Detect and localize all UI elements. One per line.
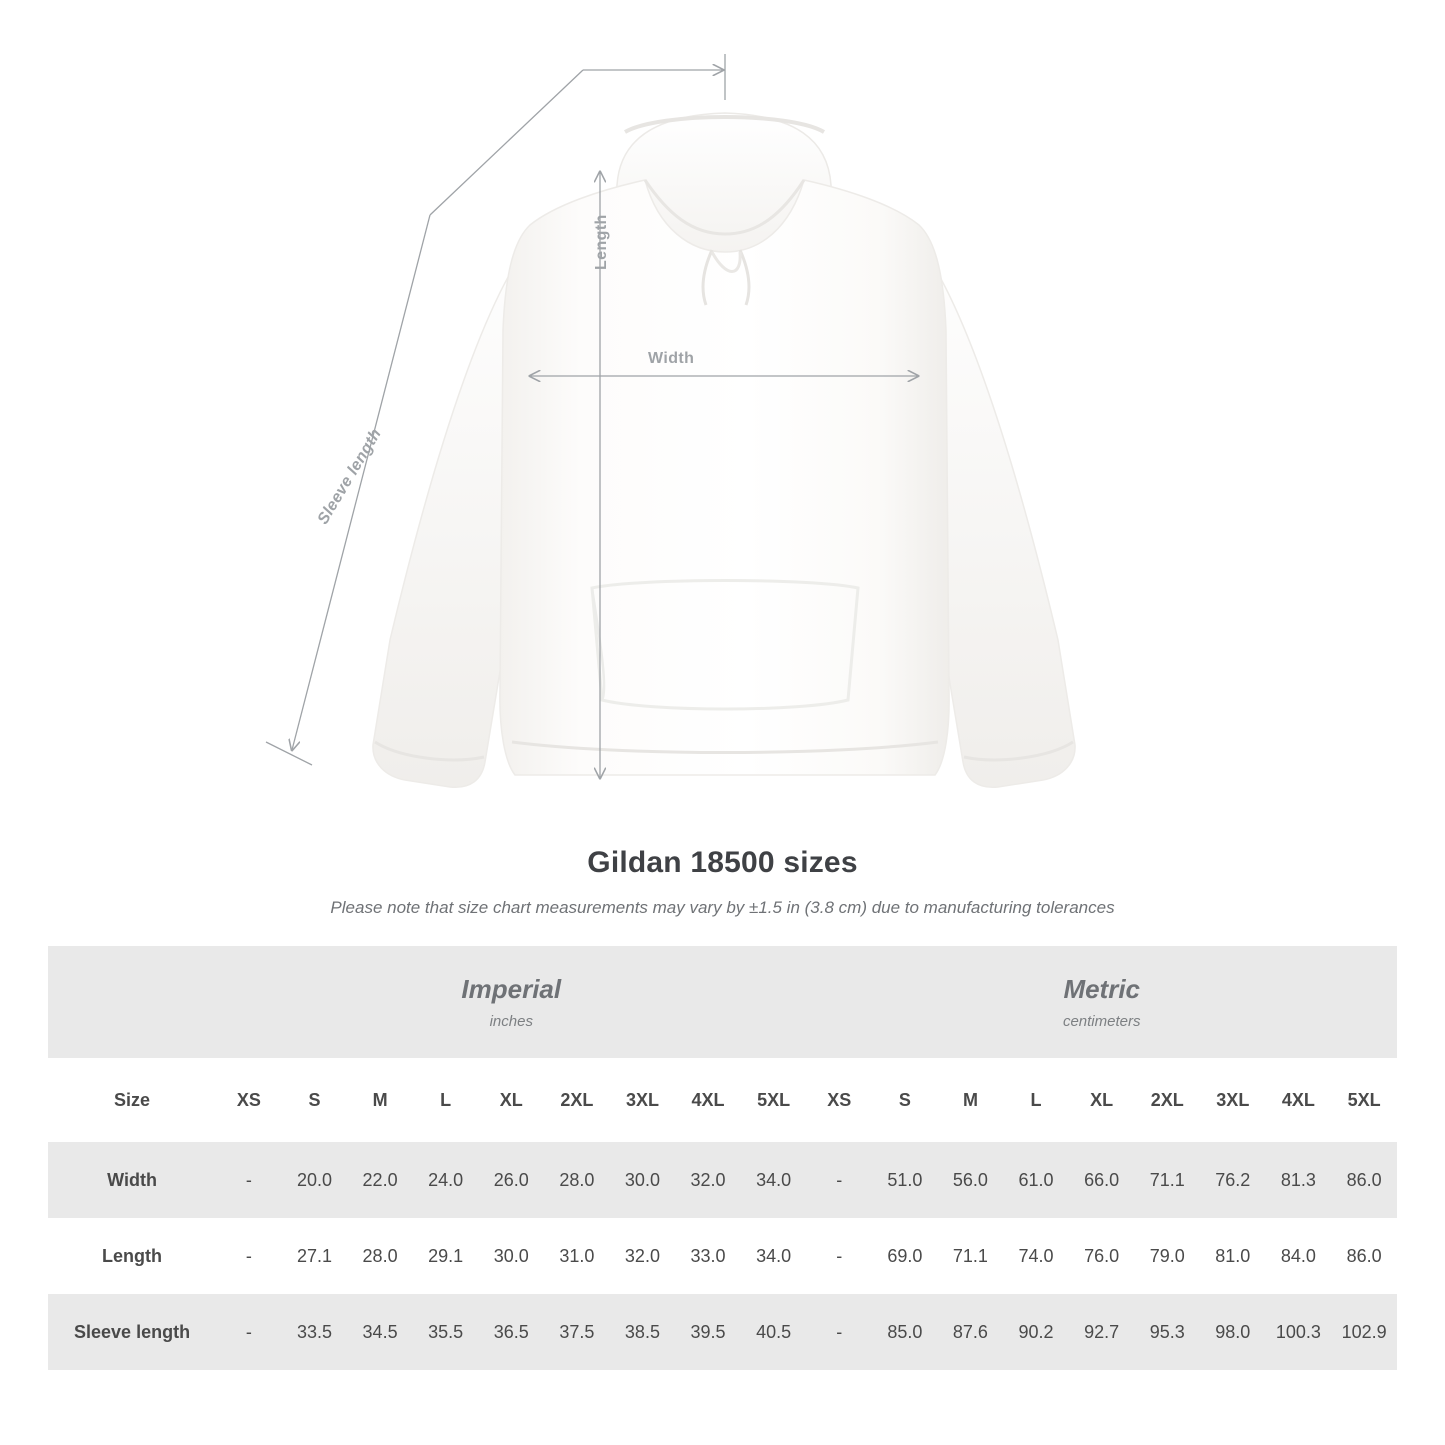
row-label-length: Length (102, 1245, 163, 1266)
cell-width-imperial-m: 22.0 (347, 1142, 413, 1218)
size-header-metric-4xl: 4XL (1266, 1058, 1332, 1142)
table-row (48, 1218, 1397, 1294)
cell-length-metric-4xl: 84.0 (1280, 1245, 1316, 1266)
size-header-imperial-m: M (347, 1058, 413, 1142)
cell-sleeve-imperial-xs: - (216, 1294, 282, 1370)
cell-length-imperial-s: 27.1 (296, 1245, 332, 1266)
cell-sleeve-metric-xl: 92.7 (1069, 1294, 1135, 1370)
cell-width-metric-xl: 66.0 (1069, 1142, 1135, 1218)
unit-name-metric: Metric (1063, 974, 1141, 1004)
cell-length-metric-xs: - (836, 1245, 843, 1266)
table-row (48, 1142, 1397, 1218)
size-chart-table (48, 946, 1397, 1370)
size-header-metric-3xl: 3XL (1200, 1058, 1266, 1142)
cell-length-imperial-xl: 30.0 (493, 1245, 529, 1266)
row-label-width: Width (48, 1142, 216, 1218)
cell-length-imperial-4xl: 33.0 (690, 1245, 726, 1266)
cell-width-imperial-xl: 26.0 (478, 1142, 544, 1218)
cell-length-metric-xl: 76.0 (1084, 1245, 1120, 1266)
cell-sleeve-imperial-5xl: 40.5 (741, 1294, 807, 1370)
cell-width-imperial-2xl: 28.0 (544, 1142, 610, 1218)
cell-sleeve-metric-3xl: 98.0 (1200, 1294, 1266, 1370)
cell-width-metric-xs: - (806, 1142, 872, 1218)
size-header-metric-xs: XS (806, 1058, 872, 1142)
cell-sleeve-metric-5xl: 102.9 (1331, 1294, 1397, 1370)
cell-width-metric-5xl: 86.0 (1331, 1142, 1397, 1218)
size-header-metric-s: S (872, 1058, 938, 1142)
width-dimension-label: Width (648, 350, 695, 367)
size-header-imperial-2xl: 2XL (544, 1058, 610, 1142)
hoodie-shape (373, 113, 1075, 787)
cell-width-imperial-s: 20.0 (282, 1142, 348, 1218)
unit-header-metric (806, 946, 1397, 1058)
cell-length-imperial-2xl: 31.0 (559, 1245, 595, 1266)
cell-sleeve-metric-s: 85.0 (872, 1294, 938, 1370)
size-header-label: Size (48, 1058, 216, 1142)
size-header-metric-2xl: 2XL (1134, 1058, 1200, 1142)
unit-header-row (48, 946, 1397, 1058)
cell-length-metric-2xl: 79.0 (1149, 1245, 1185, 1266)
cell-length-imperial-5xl: 34.0 (756, 1245, 792, 1266)
cell-width-metric-3xl: 76.2 (1200, 1142, 1266, 1218)
cell-length-metric-5xl: 86.0 (1346, 1245, 1382, 1266)
unit-header-imperial (216, 946, 806, 1058)
cell-length-metric-m: 71.1 (952, 1245, 988, 1266)
cell-width-imperial-3xl: 30.0 (610, 1142, 676, 1218)
size-chart-table-wrap (48, 946, 1397, 1370)
cell-sleeve-imperial-2xl: 37.5 (544, 1294, 610, 1370)
length-dimension-label: Length (593, 214, 610, 270)
cell-length-imperial-m: 28.0 (362, 1245, 398, 1266)
cell-width-imperial-5xl: 34.0 (741, 1142, 807, 1218)
cell-width-imperial-xs: - (216, 1142, 282, 1218)
cell-sleeve-imperial-s: 33.5 (282, 1294, 348, 1370)
cell-sleeve-metric-l: 90.2 (1003, 1294, 1069, 1370)
size-header-imperial-l: L (413, 1058, 479, 1142)
cell-length-metric-l: 74.0 (1018, 1245, 1054, 1266)
cell-sleeve-metric-4xl: 100.3 (1266, 1294, 1332, 1370)
cell-width-metric-2xl: 71.1 (1134, 1142, 1200, 1218)
size-header-imperial-xl: XL (478, 1058, 544, 1142)
cell-length-metric-s: 69.0 (887, 1245, 923, 1266)
unit-header-spacer (48, 946, 216, 1058)
cell-length-imperial-xs: - (245, 1245, 252, 1266)
size-header-metric-xl: XL (1069, 1058, 1135, 1142)
unit-sub-imperial: inches (489, 1013, 533, 1030)
size-header-imperial-3xl: 3XL (610, 1058, 676, 1142)
size-header-imperial-s: S (282, 1058, 348, 1142)
size-header-metric-l: L (1003, 1058, 1069, 1142)
size-header-imperial-5xl: 5XL (741, 1058, 807, 1142)
cell-length-imperial-l: 29.1 (428, 1245, 464, 1266)
cell-length-metric-3xl: 81.0 (1215, 1245, 1251, 1266)
size-header-row (48, 1058, 1397, 1142)
unit-name-imperial: Imperial (461, 974, 562, 1004)
cell-sleeve-metric-m: 87.6 (938, 1294, 1004, 1370)
size-header-metric-5xl: 5XL (1331, 1058, 1397, 1142)
unit-sub-metric: centimeters (1062, 1013, 1141, 1030)
cell-length-imperial-3xl: 32.0 (624, 1245, 660, 1266)
tolerance-note: Please note that size chart measurements may vary by ±1.5 in (3.8 cm) due to manufacturing tolerances (330, 898, 1115, 917)
cell-sleeve-metric-2xl: 95.3 (1134, 1294, 1200, 1370)
size-header-imperial-xs: XS (216, 1058, 282, 1142)
cell-sleeve-imperial-4xl: 39.5 (675, 1294, 741, 1370)
cell-width-metric-m: 56.0 (938, 1142, 1004, 1218)
row-label-sleeve-length: Sleeve length (48, 1294, 216, 1370)
sleeve-length-dimension-label: Sleeve length (314, 425, 385, 528)
cell-sleeve-imperial-m: 34.5 (347, 1294, 413, 1370)
cell-sleeve-metric-xs: - (806, 1294, 872, 1370)
cell-sleeve-imperial-xl: 36.5 (478, 1294, 544, 1370)
cell-width-metric-l: 61.0 (1003, 1142, 1069, 1218)
size-header-metric-m: M (938, 1058, 1004, 1142)
cell-width-imperial-4xl: 32.0 (675, 1142, 741, 1218)
cell-width-metric-s: 51.0 (872, 1142, 938, 1218)
cell-width-imperial-l: 24.0 (413, 1142, 479, 1218)
size-header-imperial-4xl: 4XL (675, 1058, 741, 1142)
table-row (48, 1294, 1397, 1370)
cell-sleeve-imperial-l: 35.5 (413, 1294, 479, 1370)
page-title: Gildan 18500 sizes (587, 846, 858, 879)
title-block (0, 846, 1445, 918)
cell-sleeve-imperial-3xl: 38.5 (610, 1294, 676, 1370)
cell-width-metric-4xl: 81.3 (1266, 1142, 1332, 1218)
